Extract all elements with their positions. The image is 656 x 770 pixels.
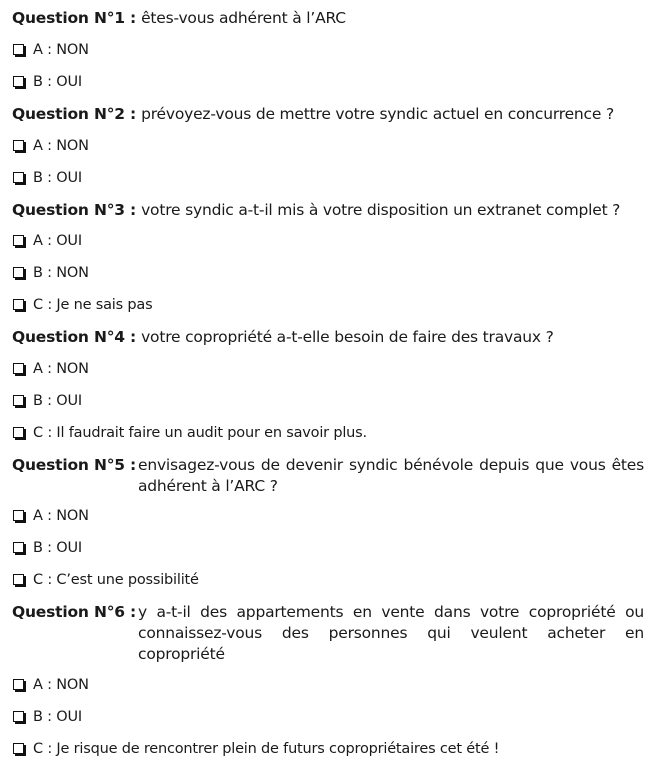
option-label: B : NON <box>33 265 89 281</box>
checkbox-icon[interactable] <box>13 574 24 585</box>
question-5-option-a[interactable] <box>12 506 644 527</box>
question-2-option-b[interactable] <box>12 168 644 189</box>
option-label: A : NON <box>33 508 89 524</box>
option-label: A : NON <box>33 138 89 154</box>
question-3-option-b[interactable] <box>12 263 644 284</box>
option-label: A : NON <box>33 361 89 377</box>
option-label: B : OUI <box>33 170 82 186</box>
question-2 <box>12 104 644 125</box>
question-5-text: envisagez-vous de devenir syndic bénévole depuis que vous êtes adhérent à l’ARC ? <box>138 456 644 495</box>
question-5 <box>12 455 644 497</box>
option-label: B : OUI <box>33 74 82 90</box>
question-1 <box>12 8 644 29</box>
questionnaire <box>12 8 644 760</box>
question-2-label: Question N°2 : <box>12 105 137 123</box>
checkbox-icon[interactable] <box>13 172 24 183</box>
checkbox-icon[interactable] <box>13 427 24 438</box>
question-6-label: Question N°6 : <box>12 603 137 621</box>
question-5-label: Question N°5 : <box>12 456 137 474</box>
option-label: B : OUI <box>33 540 82 556</box>
question-2-option-a[interactable] <box>12 136 644 157</box>
question-3-text: votre syndic a-t-il mis à votre disposition un extranet complet ? <box>141 201 621 219</box>
question-5-option-c[interactable] <box>12 570 644 591</box>
checkbox-icon[interactable] <box>13 363 24 374</box>
question-4-option-b[interactable] <box>12 391 644 412</box>
option-label: C : C’est une possibilité <box>33 572 199 588</box>
question-3-label: Question N°3 : <box>12 201 137 219</box>
question-5-option-b[interactable] <box>12 538 644 559</box>
question-6-option-c[interactable] <box>12 739 644 760</box>
question-6-text: y a-t-il des appartements en vente dans votre copropriété ou connaissez-vous des personnes qui veulent acheter en copropriété <box>138 603 644 663</box>
checkbox-icon[interactable] <box>13 711 24 722</box>
checkbox-icon[interactable] <box>13 542 24 553</box>
checkbox-icon[interactable] <box>13 510 24 521</box>
option-label: A : NON <box>33 42 89 58</box>
question-1-option-a[interactable] <box>12 40 644 61</box>
checkbox-icon[interactable] <box>13 395 24 406</box>
question-1-option-b[interactable] <box>12 72 644 93</box>
checkbox-icon[interactable] <box>13 235 24 246</box>
question-2-text: prévoyez-vous de mettre votre syndic actuel en concurrence ? <box>141 105 614 123</box>
question-4-option-a[interactable] <box>12 359 644 380</box>
question-3-option-c[interactable] <box>12 295 644 316</box>
option-label: C : Je risque de rencontrer plein de futurs copropriétaires cet été ! <box>33 741 500 757</box>
question-6-option-b[interactable] <box>12 707 644 728</box>
question-4 <box>12 327 644 348</box>
question-6 <box>12 602 644 665</box>
question-4-option-c[interactable] <box>12 423 644 444</box>
option-label: C : Il faudrait faire un audit pour en savoir plus. <box>33 425 367 441</box>
question-4-label: Question N°4 : <box>12 328 137 346</box>
option-label: A : NON <box>33 677 89 693</box>
checkbox-icon[interactable] <box>13 679 24 690</box>
option-label: B : OUI <box>33 393 82 409</box>
question-4-text: votre copropriété a-t-elle besoin de faire des travaux ? <box>141 328 554 346</box>
checkbox-icon[interactable] <box>13 267 24 278</box>
option-label: C : Je ne sais pas <box>33 297 153 313</box>
checkbox-icon[interactable] <box>13 76 24 87</box>
option-label: B : OUI <box>33 709 82 725</box>
question-3 <box>12 200 644 221</box>
question-3-option-a[interactable] <box>12 231 644 252</box>
checkbox-icon[interactable] <box>13 44 24 55</box>
checkbox-icon[interactable] <box>13 140 24 151</box>
question-6-option-a[interactable] <box>12 675 644 696</box>
option-label: A : OUI <box>33 233 82 249</box>
checkbox-icon[interactable] <box>13 299 24 310</box>
question-1-text: êtes-vous adhérent à l’ARC <box>141 9 346 27</box>
question-1-label: Question N°1 : <box>12 9 137 27</box>
checkbox-icon[interactable] <box>13 743 24 754</box>
